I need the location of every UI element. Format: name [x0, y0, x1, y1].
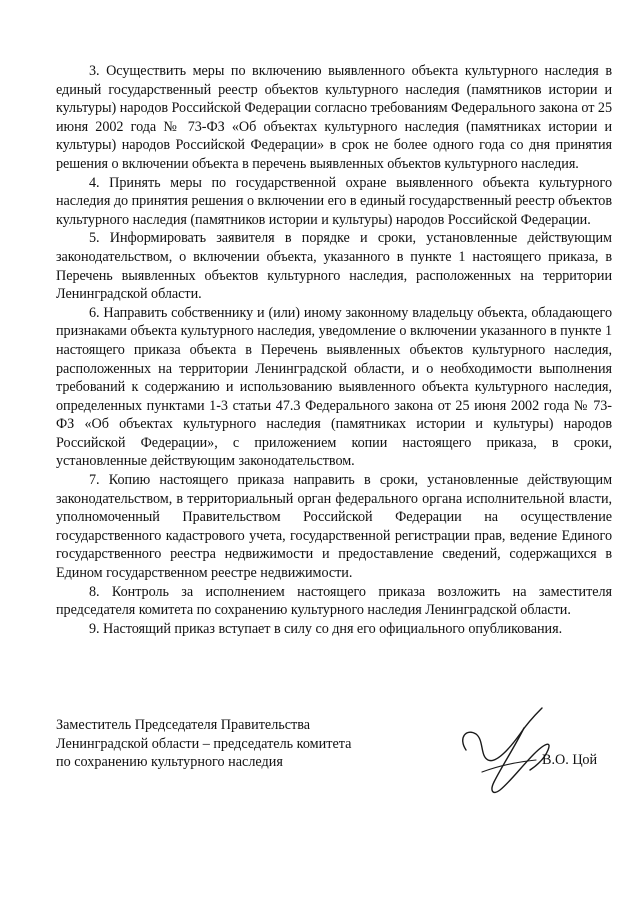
signatory-title: [56, 716, 351, 772]
paragraph-item-7: 7. Копию настоящего приказа направить в сроки, установленные действующим законодательством, в территориальный орган федерального органа исполнительной власти, уполномоченный Правительством Российской Федерации на осуществление государственного кадастрового учета, государственной регистрации прав, ведение Единого государственного реестра недвижимости и предоставление сведений, содержащихся в Едином государственном реестре недвижимости.: [56, 472, 612, 582]
signatory-title-line: по сохранению культурного наследия: [56, 754, 283, 771]
document-body: [56, 62, 612, 638]
signatory-title-line: Заместитель Председателя Правительства: [56, 717, 311, 733]
signature-block: [56, 716, 612, 796]
paragraph-item-6: 6. Направить собственнику и (или) иному законному владельцу объекта, обладающего признаками объекта культурного наследия, уведомление о включении указанного в пункте 1 настоящего приказа объекта в Перечень выявленных объектов культурного наследия, расположенных на территории Ленинградской области, и о необходимости выполнения требований к содержанию и использованию выявленного объекта культурного наследия, определенных пунктами 1-3 статьи 47.3 Федерального закона от 25 июня 2002 года № 73-ФЗ «Об объектах культурного наследия (памятниках истории и культуры) народов Российской Федерации», с приложением копии настоящего приказа, в сроки, установленные действующим законодательством.: [56, 304, 612, 470]
paragraph-item-4: 4. Принять меры по государственной охране выявленного объекта культурного наследия до принятия решения о включении его в единый государственный реестр объектов культурного наследия (памятников истории и культуры) народов Российской Федерации.: [56, 174, 612, 228]
signatory-title-line: Ленинградской области – председатель комитета: [56, 735, 352, 752]
paragraph-item-5: 5. Информировать заявителя в порядке и сроки, установленные действующим законодательством, о включении объекта, указанного в пункте 1 настоящего приказа, в Перечень выявленных объектов культурного наследия, расположенных на территории Ленинградской области.: [56, 230, 612, 303]
paragraph-item-9: 9. Настоящий приказ вступает в силу со дня его официального опубликования.: [89, 620, 563, 637]
paragraph-item-3: 3. Осуществить меры по включению выявленного объекта культурного наследия в единый государственный реестр объектов культурного наследия (памятников истории и культуры) народов Российской Федерации согласно требованиям Федерального закона от 25 июня 2002 года № 73-ФЗ «Об объектах культурного наследия (памятниках истории и культуры) народов Российской Федерации» в срок не более одного года со дня принятия решения о включении объекта в перечень выявленных объектов культурного наследия.: [56, 63, 612, 172]
signatory-name: В.О. Цой: [542, 752, 598, 768]
paragraph-item-8: 8. Контроль за исполнением настоящего приказа возложить на заместителя председателя комитета по сохранению культурного наследия Ленинградской области.: [56, 583, 612, 619]
